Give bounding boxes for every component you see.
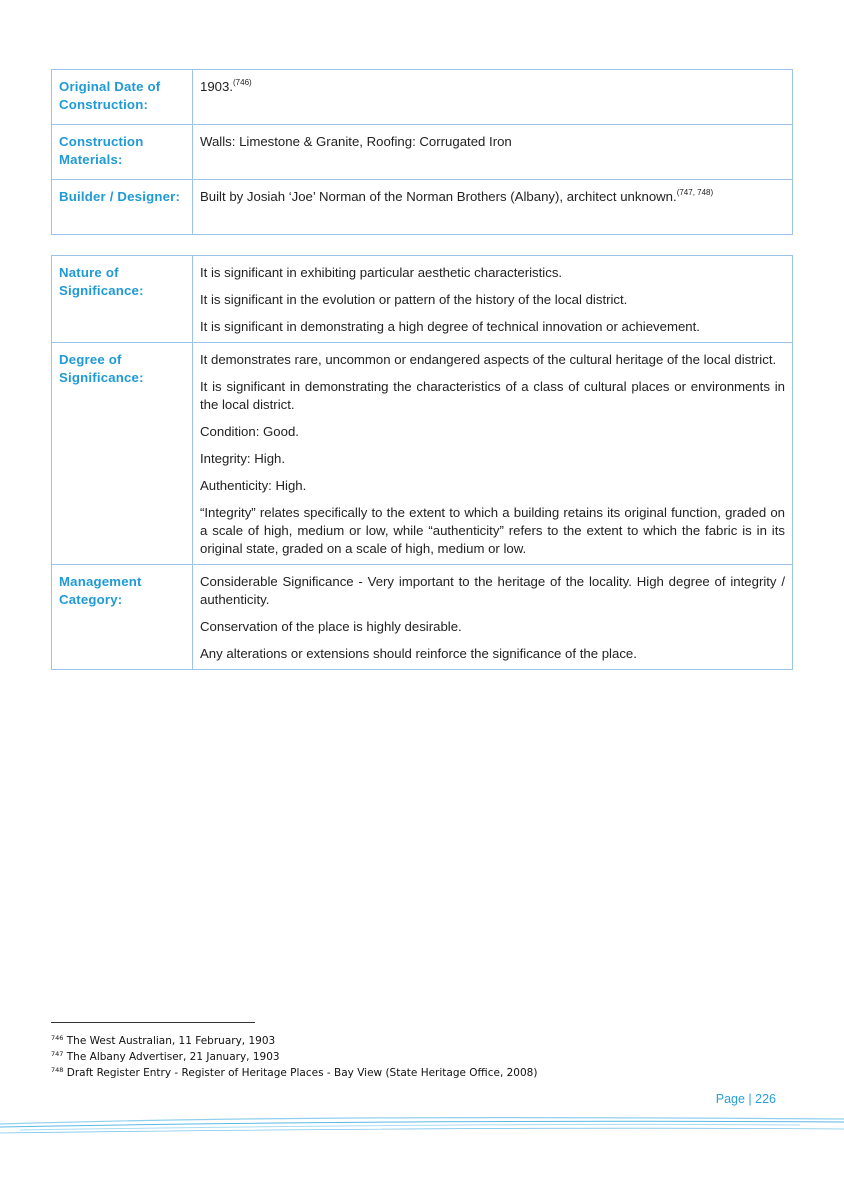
paragraph: It is significant in exhibiting particular aesthetic characteristics.	[200, 265, 563, 280]
paragraph: It is significant in the evolution or pattern of the history of the local district.	[200, 292, 628, 307]
footnote: $^{747}$ The Albany Advertiser, 21 January, 1903	[51, 1050, 280, 1063]
table-row	[52, 256, 793, 343]
paragraph: “Integrity” relates specifically to the extent to which a building retains its original function, graded on a scale of high, medium or low, while “authenticity” refers to the extent to which the fabric is in its original state, graded on a scale of high, medium or low.	[200, 505, 785, 556]
footnote-ref: (746)	[233, 78, 252, 87]
row-value: Walls: Limestone & Granite, Roofing: Corrugated Iron	[193, 125, 793, 180]
paragraph: It is significant in demonstrating a high degree of technical innovation or achievement.	[200, 319, 700, 334]
paragraph: It demonstrates rare, uncommon or endangered aspects of the cultural heritage of the local district.	[200, 352, 777, 367]
row-value: Built by Josiah ‘Joe’ Norman of the Norman Brothers (Albany), architect unknown.$^{(747, 748)}$	[193, 180, 793, 235]
paragraph: Integrity: High.	[200, 451, 286, 466]
paragraph: Any alterations or extensions should reinforce the significance of the place.	[200, 646, 637, 661]
footnote: $^{746}$ The West Australian, 11 February, 1903	[51, 1034, 276, 1047]
table-row	[52, 343, 793, 565]
paragraph: Conservation of the place is highly desirable.	[200, 619, 462, 634]
significance-table	[51, 255, 793, 670]
paragraph: It is significant in demonstrating the characteristics of a class of cultural places or environments in the local district.	[200, 379, 785, 412]
table-row	[52, 125, 793, 180]
wave-decoration	[0, 1110, 844, 1140]
paragraph: Considerable Significance - Very important to the heritage of the locality. High degree of integrity / authenticity.	[200, 574, 785, 607]
row-value	[193, 343, 793, 565]
footnote-divider	[51, 1022, 255, 1023]
row-value: 1903.$^{(746)}$	[193, 70, 793, 125]
row-label: Degree of Significance:	[52, 343, 193, 565]
paragraph: Condition: Good.	[200, 424, 299, 439]
paragraph: Authenticity: High.	[200, 478, 307, 493]
row-label: Construction Materials:	[52, 125, 193, 180]
footnote-ref: (747, 748)	[676, 188, 714, 197]
page-number: Page | 226	[715, 1092, 776, 1106]
row-label: Builder / Designer:	[52, 180, 193, 235]
footnotes	[51, 1033, 537, 1081]
footnote: $^{748}$ Draft Register Entry - Register of Heritage Places - Bay View (State Heritage Office, 2008)	[51, 1066, 538, 1079]
row-value	[193, 256, 793, 343]
row-label: Nature of Significance:	[52, 256, 193, 343]
row-label: Original Date of Construction:	[52, 70, 193, 125]
table-row	[52, 180, 793, 235]
construction-details-table	[51, 69, 793, 235]
table-row	[52, 70, 793, 125]
table-row	[52, 565, 793, 670]
row-label: Management Category:	[52, 565, 193, 670]
row-value	[193, 565, 793, 670]
